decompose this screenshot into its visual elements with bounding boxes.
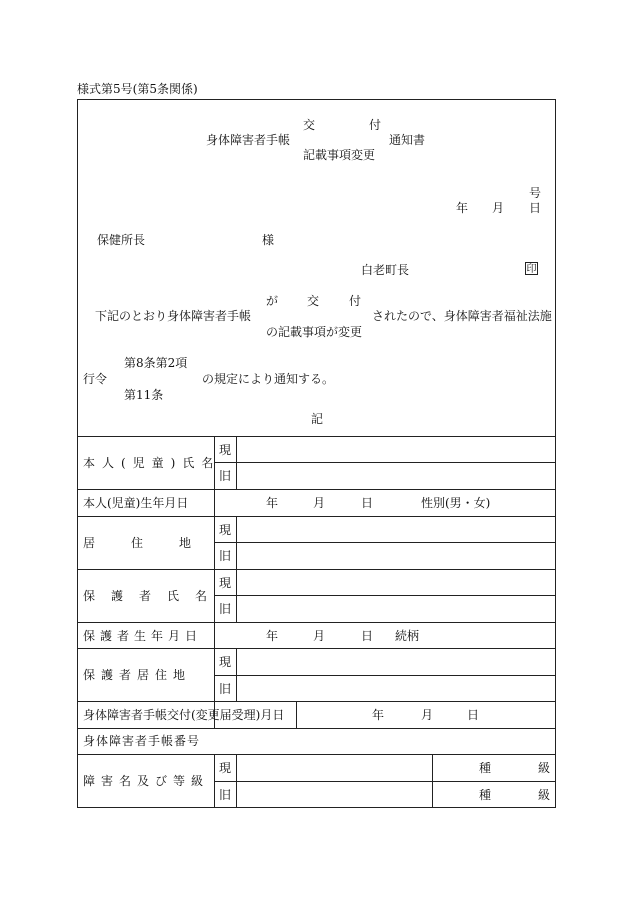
disability-old: 旧 (219, 788, 232, 802)
residence-current: 現 (219, 523, 232, 537)
title-kisai: 記載事項変更 (303, 148, 376, 162)
disability-current: 現 (219, 761, 232, 775)
rule-after-residence (77, 569, 556, 570)
body-art11: 第11条 (124, 388, 164, 402)
date-year: 年 (456, 201, 469, 215)
name-old: 旧 (219, 469, 232, 483)
guardian-birth-day: 日 (361, 629, 374, 643)
rule-after-guardian-birth (77, 648, 556, 649)
issue-month: 月 (421, 708, 434, 722)
guardian-res-current: 現 (219, 655, 232, 669)
label-birth: 本人(児童)生年月日 (83, 496, 189, 510)
rule-name-split (214, 462, 556, 463)
body-art8: 第8条第2項 (124, 356, 188, 370)
rule-after-issue (77, 728, 556, 729)
col-rule-lower (214, 754, 215, 808)
birth-day: 日 (361, 496, 374, 510)
label-guardian-birth: 保護者生年月日 (83, 629, 203, 643)
grade-old: 級 (538, 788, 551, 802)
grade-current: 級 (538, 761, 551, 775)
col-rule-issue (296, 701, 297, 728)
col-rule-upper (214, 436, 215, 516)
label-name: 本人(児童)氏名 (83, 456, 221, 470)
rule-after-name (77, 489, 556, 490)
body-tsuki: 付 (349, 294, 362, 308)
col-rule-kind (432, 754, 433, 808)
name-current: 現 (219, 443, 232, 457)
title-notice: 通知書 (389, 133, 426, 147)
number-mark: 号 (529, 186, 542, 200)
sub-col-name (236, 436, 237, 489)
sub-col-guardian-res (236, 648, 237, 701)
label-guardian-name: 保護者氏名 (83, 589, 224, 603)
label-cert-number: 身体障害者手帳番号 (83, 734, 201, 748)
addressee-sama: 様 (262, 233, 275, 247)
ki-mark: 記 (311, 412, 324, 426)
relation-field: 続柄 (395, 629, 420, 643)
birth-month: 月 (313, 496, 326, 510)
residence-old: 旧 (219, 549, 232, 563)
rule-after-number (77, 754, 556, 755)
title-kofu: 交 (303, 118, 316, 132)
body-ga: が (266, 294, 279, 308)
label-guardian-residence: 保護者居住地 (83, 668, 192, 682)
body-line1-prefix: 下記のとおり身体障害者手帳 (95, 309, 252, 323)
guardian-birth-year: 年 (266, 629, 279, 643)
body-kofu: 交 (307, 294, 320, 308)
guardian-current: 現 (219, 576, 232, 590)
addressee: 保健所長 (97, 233, 146, 247)
guardian-old: 旧 (219, 602, 232, 616)
seal-mark: 印 (526, 264, 537, 275)
rule-after-guardian-res (77, 701, 556, 702)
guardian-birth-month: 月 (313, 629, 326, 643)
kind-old: 種 (479, 788, 492, 802)
issue-day: 日 (467, 708, 480, 722)
rule-guardian-res-split (214, 675, 556, 676)
kind-current: 種 (479, 761, 492, 775)
label-disability: 障害名及び等級 (83, 774, 210, 788)
rule-residence-split (214, 542, 556, 543)
date-month: 月 (492, 201, 505, 215)
title-tsuki: 付 (369, 118, 382, 132)
label-issue-date: 身体障害者手帳交付(変更届受理)月日 (83, 708, 285, 722)
body-line3-prefix: 行令 (83, 372, 108, 386)
body-line3-suffix: の規定により通知する。 (202, 372, 335, 386)
title-cert-name: 身体障害者手帳 (206, 133, 291, 147)
guardian-res-old: 旧 (219, 682, 232, 696)
sex-field: 性別(男・女) (421, 496, 491, 510)
body-line2-mid: の記載事項が変更 (266, 325, 363, 339)
date-day: 日 (529, 201, 542, 215)
table-top-rule (77, 436, 556, 437)
body-line1-suffix: されたので、身体障害者福祉法施 (372, 309, 552, 323)
sub-col-disability (236, 754, 237, 808)
rule-disability-split (214, 781, 556, 782)
form-label: 様式第5号(第5条関係) (77, 82, 198, 96)
label-residence: 居住地 (83, 536, 228, 550)
birth-year: 年 (266, 496, 279, 510)
issue-year: 年 (372, 708, 385, 722)
rule-after-birth (77, 516, 556, 517)
rule-guardian-split (214, 595, 556, 596)
rule-after-guardian (77, 622, 556, 623)
sender: 白老町長 (361, 263, 410, 277)
sub-col-residence-guardian (236, 516, 237, 622)
